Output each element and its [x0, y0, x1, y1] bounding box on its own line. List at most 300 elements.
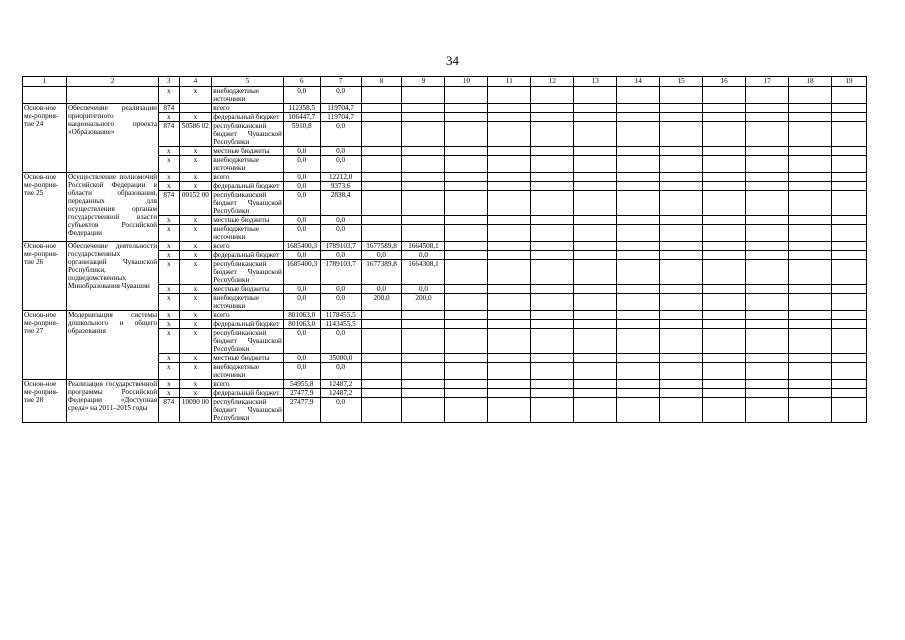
source-cell: внебюджетные источники: [212, 363, 284, 380]
value-cell: 1685400,3: [283, 242, 320, 251]
empty-cell: [531, 251, 574, 260]
empty-cell: [488, 251, 531, 260]
empty-cell: [488, 294, 531, 311]
event-label: Основ-ное ме-роприя-тие 26: [23, 242, 67, 311]
value-cell: [361, 354, 402, 363]
empty-cell: [746, 147, 789, 156]
empty-cell: [617, 251, 660, 260]
value-cell: 0,0: [283, 182, 320, 191]
code-cell: х: [159, 147, 179, 156]
value-cell: [402, 191, 445, 216]
value-cell: 35000,0: [320, 354, 361, 363]
empty-cell: [746, 311, 789, 320]
value-cell: [402, 156, 445, 173]
empty-cell: [488, 191, 531, 216]
empty-cell: [789, 225, 832, 242]
code-cell: х: [179, 311, 212, 320]
empty-cell: [617, 380, 660, 389]
event-label: Основ-ное ме-роприя-тие 27: [23, 311, 67, 380]
header-cell: 9: [402, 77, 445, 87]
value-cell: 801063,0: [283, 320, 320, 329]
source-cell: республиканский бюджет Чувашской Республики: [213, 122, 282, 146]
empty-cell: [445, 320, 488, 329]
value-cell: 200,0: [361, 294, 402, 311]
code-cell: х: [179, 251, 212, 260]
empty-cell: [832, 329, 867, 354]
code-cell: х: [159, 87, 179, 104]
empty-cell: [445, 294, 488, 311]
empty-cell: [789, 329, 832, 354]
empty-cell: [488, 242, 531, 251]
empty-cell: [574, 182, 617, 191]
value-cell: [402, 147, 445, 156]
empty-cell: [703, 173, 746, 182]
empty-cell: [531, 294, 574, 311]
header-cell: 16: [703, 77, 746, 87]
empty-cell: [531, 182, 574, 191]
empty-cell: [617, 260, 660, 285]
empty-cell: [789, 182, 832, 191]
empty-cell: [832, 182, 867, 191]
empty-cell: [660, 329, 703, 354]
empty-cell: [789, 191, 832, 216]
event-label: Основ-ное ме-роприя-тие 28: [23, 380, 67, 423]
empty-cell: [660, 147, 703, 156]
source-cell: федеральный бюджет: [212, 389, 284, 398]
empty-cell: [660, 260, 703, 285]
empty-cell: [832, 113, 867, 122]
empty-cell: [789, 260, 832, 285]
empty-cell: [531, 260, 574, 285]
empty-cell: [574, 173, 617, 182]
empty-cell: [531, 147, 574, 156]
empty-cell: [746, 122, 789, 147]
empty-cell: [832, 242, 867, 251]
empty-cell: [574, 363, 617, 380]
value-cell: [402, 216, 445, 225]
empty-cell: [574, 285, 617, 294]
empty-cell: [445, 398, 488, 423]
empty-cell: [574, 329, 617, 354]
empty-cell: [789, 320, 832, 329]
value-cell: 27477,9: [283, 389, 320, 398]
empty-cell: [789, 285, 832, 294]
empty-cell: [445, 242, 488, 251]
value-cell: 1664508,1: [402, 242, 445, 251]
value-cell: [402, 173, 445, 182]
empty-cell: [832, 294, 867, 311]
value-cell: 0,0: [361, 251, 402, 260]
value-cell: [361, 363, 402, 380]
value-cell: [402, 389, 445, 398]
name-cell: [66, 87, 158, 104]
empty-cell: [789, 294, 832, 311]
header-cell: 11: [488, 77, 531, 87]
empty-cell: [574, 156, 617, 173]
empty-cell: [660, 294, 703, 311]
header-cell: 14: [617, 77, 660, 87]
event-name: Обеспечение деятельности государственных организаций Чувашской Республики, подведомственных Минобразования Чувашии: [66, 242, 158, 311]
code-cell: 874: [159, 104, 179, 113]
empty-cell: [574, 216, 617, 225]
source-cell: республиканский бюджет Чувашской Республики: [213, 260, 282, 284]
value-cell: 0,0: [283, 329, 320, 354]
source-cell: внебюджетные источники: [212, 87, 284, 104]
code-cell: х: [159, 389, 179, 398]
empty-cell: [746, 216, 789, 225]
event-label: Основ-ное ме-роприя-тие 25: [23, 173, 67, 242]
source-cell: местные бюджеты: [212, 354, 284, 363]
empty-cell: [832, 191, 867, 216]
code-cell: х: [179, 147, 212, 156]
empty-cell: [617, 242, 660, 251]
empty-cell: [531, 363, 574, 380]
value-cell: 1178455,5: [320, 311, 361, 320]
empty-cell: [531, 225, 574, 242]
source-cell: всего: [212, 380, 284, 389]
empty-cell: [703, 191, 746, 216]
empty-cell: [531, 104, 574, 113]
source-cell: всего: [212, 242, 284, 251]
value-cell: [361, 320, 402, 329]
value-cell: [361, 113, 402, 122]
empty-cell: [488, 216, 531, 225]
event-name: Осуществление полномочий Российской Федерации в области образования, переданных для осуществления органам государственной власти субъектов Российской Федерации: [66, 173, 158, 242]
empty-cell: [488, 329, 531, 354]
value-cell: [402, 122, 445, 147]
table-row: [23, 242, 867, 251]
source-cell: федеральный бюджет: [212, 113, 284, 122]
source-cell: федеральный бюджет: [212, 182, 284, 191]
empty-cell: [703, 354, 746, 363]
value-cell: 801063,0: [283, 311, 320, 320]
empty-cell: [703, 294, 746, 311]
value-cell: 1143455,5: [320, 320, 361, 329]
empty-cell: [660, 363, 703, 380]
empty-cell: [746, 285, 789, 294]
empty-cell: [703, 87, 746, 104]
empty-cell: [488, 311, 531, 320]
code-cell: [179, 104, 212, 113]
source-cell: всего: [212, 173, 284, 182]
empty-cell: [574, 389, 617, 398]
value-cell: 200,0: [402, 294, 445, 311]
empty-cell: [574, 398, 617, 423]
code-cell: х: [179, 260, 212, 285]
empty-cell: [703, 260, 746, 285]
empty-cell: [574, 260, 617, 285]
empty-cell: [574, 122, 617, 147]
empty-cell: [445, 225, 488, 242]
empty-cell: [445, 216, 488, 225]
value-cell: [361, 311, 402, 320]
empty-cell: [531, 156, 574, 173]
empty-cell: [703, 182, 746, 191]
value-cell: [361, 182, 402, 191]
empty-cell: [617, 311, 660, 320]
empty-cell: [531, 320, 574, 329]
empty-cell: [789, 216, 832, 225]
empty-cell: [660, 242, 703, 251]
value-cell: 1685400,3: [283, 260, 320, 285]
empty-cell: [445, 260, 488, 285]
empty-cell: [574, 191, 617, 216]
empty-cell: [488, 113, 531, 122]
source-cell: внебюджетные источники: [212, 225, 284, 242]
value-cell: 0,0: [283, 285, 320, 294]
empty-cell: [789, 311, 832, 320]
value-cell: 1789103,7: [320, 260, 361, 285]
source-cell: республиканский бюджет Чувашской Республики: [213, 329, 282, 353]
code-cell: х: [159, 380, 179, 389]
empty-cell: [488, 87, 531, 104]
code-cell: х: [159, 363, 179, 380]
empty-cell: [832, 156, 867, 173]
empty-cell: [746, 182, 789, 191]
code-cell: х: [179, 294, 212, 311]
empty-cell: [832, 122, 867, 147]
value-cell: 0,0: [320, 285, 361, 294]
empty-cell: [789, 354, 832, 363]
value-cell: [361, 191, 402, 216]
source-cell: местные бюджеты: [212, 216, 284, 225]
value-cell: [361, 398, 402, 423]
empty-cell: [832, 225, 867, 242]
value-cell: [402, 311, 445, 320]
empty-cell: [488, 156, 531, 173]
header-cell: 4: [179, 77, 212, 87]
empty-cell: [746, 225, 789, 242]
empty-cell: [617, 285, 660, 294]
header-cell: 18: [789, 77, 832, 87]
empty-cell: [574, 320, 617, 329]
code-cell: х: [159, 251, 179, 260]
empty-cell: [789, 389, 832, 398]
value-cell: [361, 173, 402, 182]
value-cell: 0,0: [283, 294, 320, 311]
code-cell: х: [159, 113, 179, 122]
empty-cell: [488, 173, 531, 182]
empty-cell: [488, 182, 531, 191]
empty-cell: [531, 87, 574, 104]
empty-cell: [660, 104, 703, 113]
value-cell: 0,0: [320, 147, 361, 156]
code-cell: х: [179, 363, 212, 380]
code-cell: х: [179, 320, 212, 329]
empty-cell: [445, 354, 488, 363]
empty-cell: [746, 294, 789, 311]
empty-cell: [660, 156, 703, 173]
empty-cell: [703, 242, 746, 251]
value-cell: 0,0: [320, 87, 361, 104]
value-cell: 0,0: [320, 398, 361, 423]
empty-cell: [531, 398, 574, 423]
empty-cell: [703, 311, 746, 320]
value-cell: [402, 113, 445, 122]
empty-cell: [789, 104, 832, 113]
empty-cell: [746, 191, 789, 216]
header-cell: 8: [361, 77, 402, 87]
empty-cell: [617, 225, 660, 242]
code-cell: х: [179, 380, 212, 389]
empty-cell: [789, 156, 832, 173]
empty-cell: [617, 320, 660, 329]
empty-cell: [660, 311, 703, 320]
value-cell: 0,0: [320, 363, 361, 380]
code-cell: х: [179, 329, 212, 354]
empty-cell: [832, 398, 867, 423]
empty-cell: [703, 122, 746, 147]
empty-cell: [531, 389, 574, 398]
empty-cell: [617, 182, 660, 191]
event-label: Основ-ное ме-роприя-тие 24: [23, 104, 67, 173]
value-cell: [402, 329, 445, 354]
value-cell: 0,0: [283, 147, 320, 156]
empty-cell: [445, 113, 488, 122]
page-number: 34: [446, 53, 459, 68]
empty-cell: [660, 285, 703, 294]
header-cell: 1: [23, 77, 67, 87]
empty-cell: [746, 87, 789, 104]
empty-cell: [660, 182, 703, 191]
empty-cell: [445, 173, 488, 182]
value-cell: 1789103,7: [320, 242, 361, 251]
header-cell: 5: [212, 77, 284, 87]
source-cell: всего: [212, 104, 284, 113]
empty-cell: [531, 329, 574, 354]
value-cell: 12487,2: [320, 389, 361, 398]
empty-cell: [574, 147, 617, 156]
value-cell: 0,0: [320, 294, 361, 311]
value-cell: [402, 104, 445, 113]
empty-cell: [574, 242, 617, 251]
empty-cell: [789, 380, 832, 389]
empty-cell: [445, 191, 488, 216]
code-cell: х: [159, 242, 179, 251]
empty-cell: [488, 285, 531, 294]
empty-cell: [488, 363, 531, 380]
value-cell: 0,0: [320, 329, 361, 354]
empty-cell: [832, 354, 867, 363]
code-cell: х: [159, 320, 179, 329]
code-cell: х: [159, 182, 179, 191]
value-cell: 0,0: [402, 285, 445, 294]
empty-cell: [617, 389, 660, 398]
header-cell: 2: [66, 77, 158, 87]
value-cell: 0,0: [283, 173, 320, 182]
value-cell: [402, 320, 445, 329]
value-cell: 2838,4: [320, 191, 361, 216]
event-name: Модернизация системы дошкольного и общего образования: [66, 311, 158, 380]
empty-cell: [617, 104, 660, 113]
empty-cell: [531, 380, 574, 389]
empty-cell: [660, 389, 703, 398]
value-cell: 0,0: [283, 216, 320, 225]
value-cell: [361, 147, 402, 156]
value-cell: 0,0: [320, 122, 361, 147]
empty-cell: [832, 87, 867, 104]
source-cell: республиканский бюджет Чувашской Республики: [213, 398, 282, 422]
empty-cell: [746, 398, 789, 423]
empty-cell: [703, 113, 746, 122]
value-cell: [361, 389, 402, 398]
value-cell: 0,0: [320, 216, 361, 225]
empty-cell: [703, 389, 746, 398]
empty-cell: [617, 354, 660, 363]
code-cell: х: [159, 354, 179, 363]
empty-cell: [488, 147, 531, 156]
empty-cell: [617, 329, 660, 354]
empty-cell: [832, 285, 867, 294]
empty-cell: [703, 363, 746, 380]
empty-cell: [531, 173, 574, 182]
empty-cell: [746, 242, 789, 251]
empty-cell: [574, 294, 617, 311]
value-cell: 0,0: [283, 87, 320, 104]
empty-cell: [746, 320, 789, 329]
value-cell: [361, 104, 402, 113]
empty-cell: [488, 104, 531, 113]
empty-cell: [746, 260, 789, 285]
source-cell: местные бюджеты: [212, 285, 284, 294]
table-row: [23, 311, 867, 320]
value-cell: 9373,6: [320, 182, 361, 191]
value-cell: 0,0: [402, 251, 445, 260]
code-cell: х: [179, 354, 212, 363]
value-cell: 106447,7: [283, 113, 320, 122]
code-cell: х: [179, 225, 212, 242]
empty-cell: [531, 216, 574, 225]
empty-cell: [789, 242, 832, 251]
code-cell: х: [179, 242, 212, 251]
table-row: [23, 380, 867, 389]
empty-cell: [703, 398, 746, 423]
empty-cell: [445, 147, 488, 156]
empty-cell: [531, 122, 574, 147]
value-cell: [402, 354, 445, 363]
empty-cell: [531, 242, 574, 251]
code-cell: х: [159, 285, 179, 294]
event-cell: [23, 87, 67, 104]
value-cell: 12487,2: [320, 380, 361, 389]
empty-cell: [445, 104, 488, 113]
empty-cell: [703, 156, 746, 173]
code-cell: х: [179, 156, 212, 173]
budget-table: [22, 76, 867, 423]
source-cell: федеральный бюджет: [212, 251, 284, 260]
header-cell: 12: [531, 77, 574, 87]
empty-cell: [660, 216, 703, 225]
value-cell: 0,0: [283, 225, 320, 242]
empty-cell: [445, 389, 488, 398]
empty-cell: [703, 251, 746, 260]
empty-cell: [703, 380, 746, 389]
source-cell: внебюджетные источники: [212, 294, 284, 311]
value-cell: [402, 363, 445, 380]
empty-cell: [789, 398, 832, 423]
code-cell: 00152 00: [179, 191, 212, 216]
empty-cell: [617, 156, 660, 173]
empty-cell: [488, 225, 531, 242]
table-row: [23, 87, 867, 104]
empty-cell: [445, 156, 488, 173]
code-cell: 874: [159, 398, 179, 423]
empty-cell: [746, 363, 789, 380]
value-cell: 54955,8: [283, 380, 320, 389]
header-cell: 19: [832, 77, 867, 87]
header-cell: 13: [574, 77, 617, 87]
code-cell: х: [179, 173, 212, 182]
